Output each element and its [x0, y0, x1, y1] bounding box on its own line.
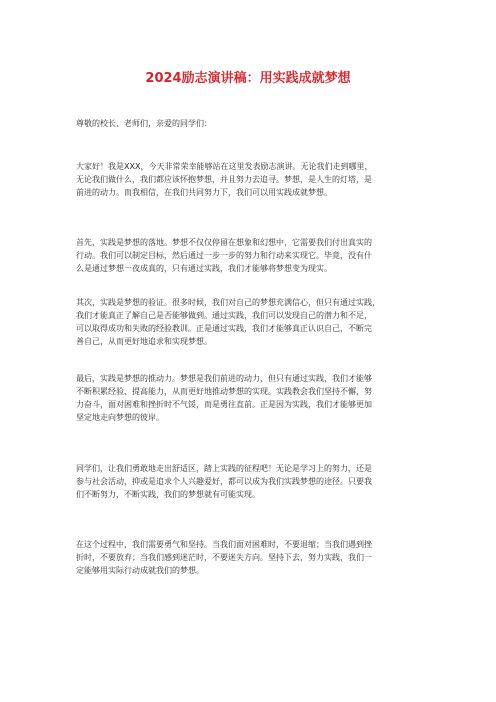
paragraph-second: [76, 296, 426, 348]
paragraph-fifth: [76, 538, 426, 577]
paragraph-line: 最后，实践是梦想的推动力。梦想是我们前进的动力，但只有通过实践，我们才能够: [76, 374, 372, 383]
paragraph-line: 在这个过程中，我们需要勇气和坚持。当我们面对困难时，不要退缩；当我们遇到挫: [76, 540, 372, 549]
paragraph-line: 同学们，让我们勇敢地走出舒适区，踏上实践的征程吧！无论是学习上的努力，还是: [76, 464, 372, 473]
paragraph-line: 其次，实践是梦想的验证。很多时候，我们对自己的梦想充满信心，但只有通过实践，: [76, 298, 380, 307]
paragraph-line: 我们才能真正了解自己是否能够做到。通过实践，我们可以发现自己的潜力和不足，: [76, 311, 372, 320]
paragraph-line: 善自己，从而更好地追求和实现梦想。: [76, 337, 212, 346]
paragraph-line: 首先，实践是梦想的落地。梦想不仅仅停留在想象和幻想中，它需要我们付出真实的: [76, 238, 372, 247]
salutation: 尊敬的校长、老师们，亲爱的同学们：: [76, 119, 212, 128]
paragraph-line: 折时，不要放弃；当我们感到迷茫时，不要迷失方向。坚持下去，努力实践，我们一: [76, 553, 372, 562]
paragraph-line: 大家好！我是XXX，今天非常荣幸能够站在这里发表励志演讲。无论我们走到哪里，: [76, 162, 373, 171]
paragraph-line: 们不断努力，不断实践，我们的梦想就有可能实现。: [76, 490, 260, 499]
paragraph-line: 无论我们做什么，我们都应该怀抱梦想，并且努力去追寻。梦想，是人生的灯塔，是: [76, 175, 372, 184]
paragraph-third: [76, 372, 426, 424]
paragraph-line: 前进的动力。而我相信，在我们共同努力下，我们可以用实践成就梦想。: [76, 188, 332, 197]
paragraph-line: 定能够用实际行动成就我们的梦想。: [76, 566, 204, 575]
paragraph-intro: [76, 160, 426, 199]
paragraph-line: 可以取得成功和失败的经验教训。正是通过实践，我们才能够真正认识自己，不断完: [76, 324, 372, 333]
paragraph-line: 行动。我们可以制定目标，然后通过一步一步的努力和行动来实现它。毕竟，没有什: [76, 251, 372, 260]
paragraph-line: 力奋斗，面对困难和挫折时不气馁，而是勇往直前。正是因为实践，我们才能够更加: [76, 400, 372, 409]
document-title: 2024励志演讲稿：用实践成就梦想: [145, 71, 351, 86]
paragraph-line: 么是通过梦想一夜成真的，只有通过实践，我们才能够将梦想变为现实。: [76, 264, 332, 273]
paragraph-line: 参与社会活动，抑或是追求个人兴趣爱好，都可以成为我们实践梦想的途径。只要我: [76, 477, 372, 486]
paragraph-line: 坚定地走向梦想的彼岸。: [76, 413, 164, 422]
paragraph-first: [76, 236, 426, 275]
paragraph-line: 不断积累经验、提高能力，从而更好地推动梦想的实现。实践教会我们坚持不懈，努: [76, 387, 372, 396]
paragraph-fourth: [76, 462, 426, 501]
